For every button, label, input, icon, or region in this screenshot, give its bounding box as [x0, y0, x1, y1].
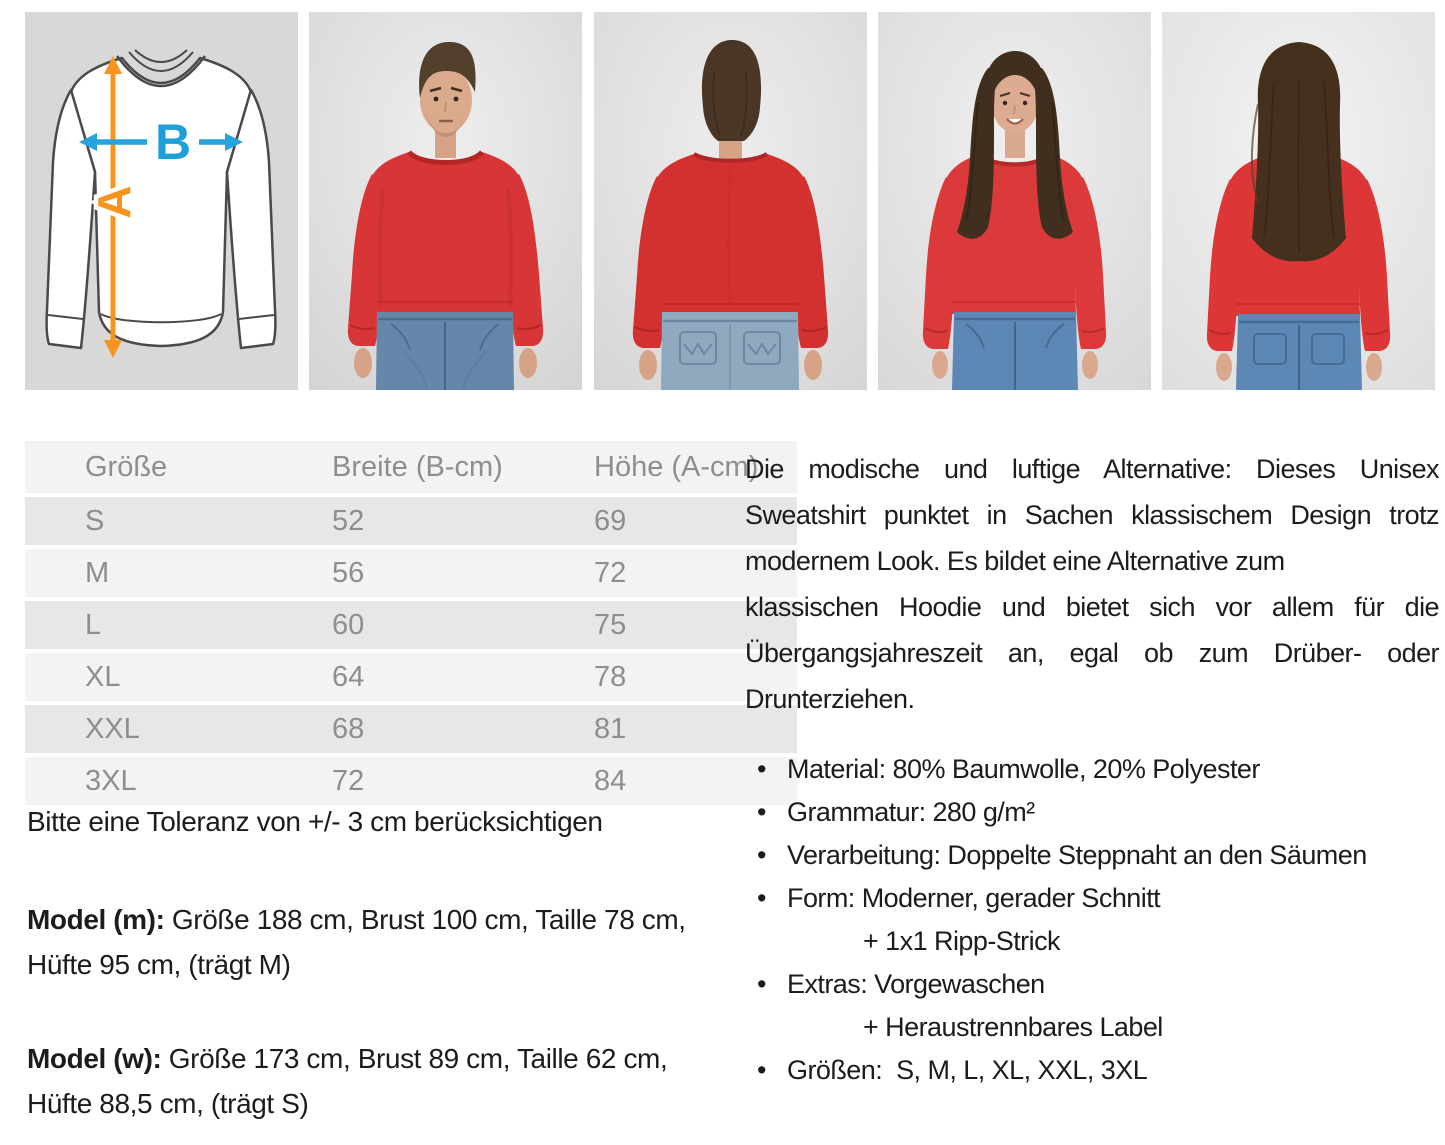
model-m-line2: Hüfte 95 cm, (trägt M): [27, 949, 291, 980]
male-back-photo-icon: [594, 12, 867, 390]
tolerance-note: Bitte eine Toleranz von +/- 3 cm berücksichtigen: [27, 806, 603, 837]
table-cell: XXL: [25, 705, 331, 753]
table-cell: 68: [331, 705, 593, 753]
table-cell: 72: [331, 757, 593, 805]
table-cell: S: [25, 497, 331, 545]
male-front-photo-icon: [309, 12, 582, 390]
photo-model-female-back: [1162, 12, 1435, 390]
col-header-width: Breite (B-cm): [331, 441, 593, 493]
description-line: klassischen Hoodie und bietet sich vor allem für die: [745, 592, 1439, 622]
table-row: [25, 705, 797, 753]
description-line: Drunterziehen.: [745, 684, 915, 714]
table-row: [25, 653, 797, 701]
table-cell: 60: [331, 601, 593, 649]
product-gallery: [25, 12, 1435, 390]
table-cell: 72: [593, 549, 797, 597]
model-w-line1: Größe 173 cm, Brust 89 cm, Taille 62 cm,: [161, 1043, 668, 1074]
feature-item-groessen: • Größen: S, M, L, XL, XXL, 3XL: [745, 1049, 1439, 1092]
table-cell: 56: [331, 549, 593, 597]
table-cell: 81: [593, 705, 797, 753]
sweatshirt-measurement-icon: [25, 12, 298, 390]
feature-item-grammatur: • Grammatur: 280 g/m²: [745, 791, 1439, 834]
feature-item-extras: • Extras: Vorgewaschen: [745, 963, 1439, 1006]
table-row: [25, 497, 797, 545]
measure-label-a: A: [88, 185, 140, 219]
feature-item-form: • Form: Moderner, gerader Schnitt: [745, 877, 1439, 920]
photo-model-male-front: [309, 12, 582, 390]
model-w-info: [27, 1036, 735, 1126]
table-cell: L: [25, 601, 331, 649]
model-m-info: [27, 897, 735, 987]
table-cell: 78: [593, 653, 797, 701]
model-m-line1: Größe 188 cm, Brust 100 cm, Taille 78 cm,: [164, 904, 686, 935]
feature-item-material: • Material: 80% Baumwolle, 20% Polyester: [745, 748, 1439, 791]
measure-label-b: B: [154, 114, 192, 170]
table-cell: 64: [331, 653, 593, 701]
feature-list: [745, 748, 1439, 1092]
female-front-photo-icon: [878, 12, 1151, 390]
description-line: Übergangsjahreszeit an, egal ob zum Drüber- oder: [745, 638, 1439, 668]
size-table-header-row: [25, 441, 797, 493]
feature-item-ripp-strick: + 1x1 Ripp-Strick: [863, 926, 1060, 956]
feature-item-label: + Heraustrennbares Label: [863, 1012, 1163, 1042]
description-line: modernem Look. Es bildet eine Alternative zum: [745, 546, 1285, 576]
model-w-label: Model (w):: [27, 1043, 162, 1074]
table-cell: 52: [331, 497, 593, 545]
table-cell: 84: [593, 757, 797, 805]
table-row: [25, 757, 797, 805]
feature-item-verarbeitung: • Verarbeitung: Doppelte Steppnaht an den Säumen: [745, 834, 1439, 877]
size-diagram: [25, 12, 298, 390]
description-line: Die modische und luftige Alternative: Dieses Unisex: [745, 454, 1439, 484]
table-cell: 3XL: [25, 757, 331, 805]
table-cell: 69: [593, 497, 797, 545]
table-cell: M: [25, 549, 331, 597]
product-description: [745, 446, 1439, 722]
table-cell: XL: [25, 653, 331, 701]
model-w-line2: Hüfte 88,5 cm, (trägt S): [27, 1088, 309, 1119]
photo-model-male-back: [594, 12, 867, 390]
description-line: Sweatshirt punktet in Sachen klassischem Design trotz: [745, 500, 1439, 530]
female-back-photo-icon: [1162, 12, 1435, 390]
table-row: [25, 549, 797, 597]
col-header-size: Größe: [25, 441, 331, 493]
col-header-height: Höhe (A-cm): [593, 441, 797, 493]
table-cell: 75: [593, 601, 797, 649]
model-m-label: Model (m):: [27, 904, 165, 935]
photo-model-female-front: [878, 12, 1151, 390]
table-row: [25, 601, 797, 649]
size-table: [25, 437, 759, 809]
